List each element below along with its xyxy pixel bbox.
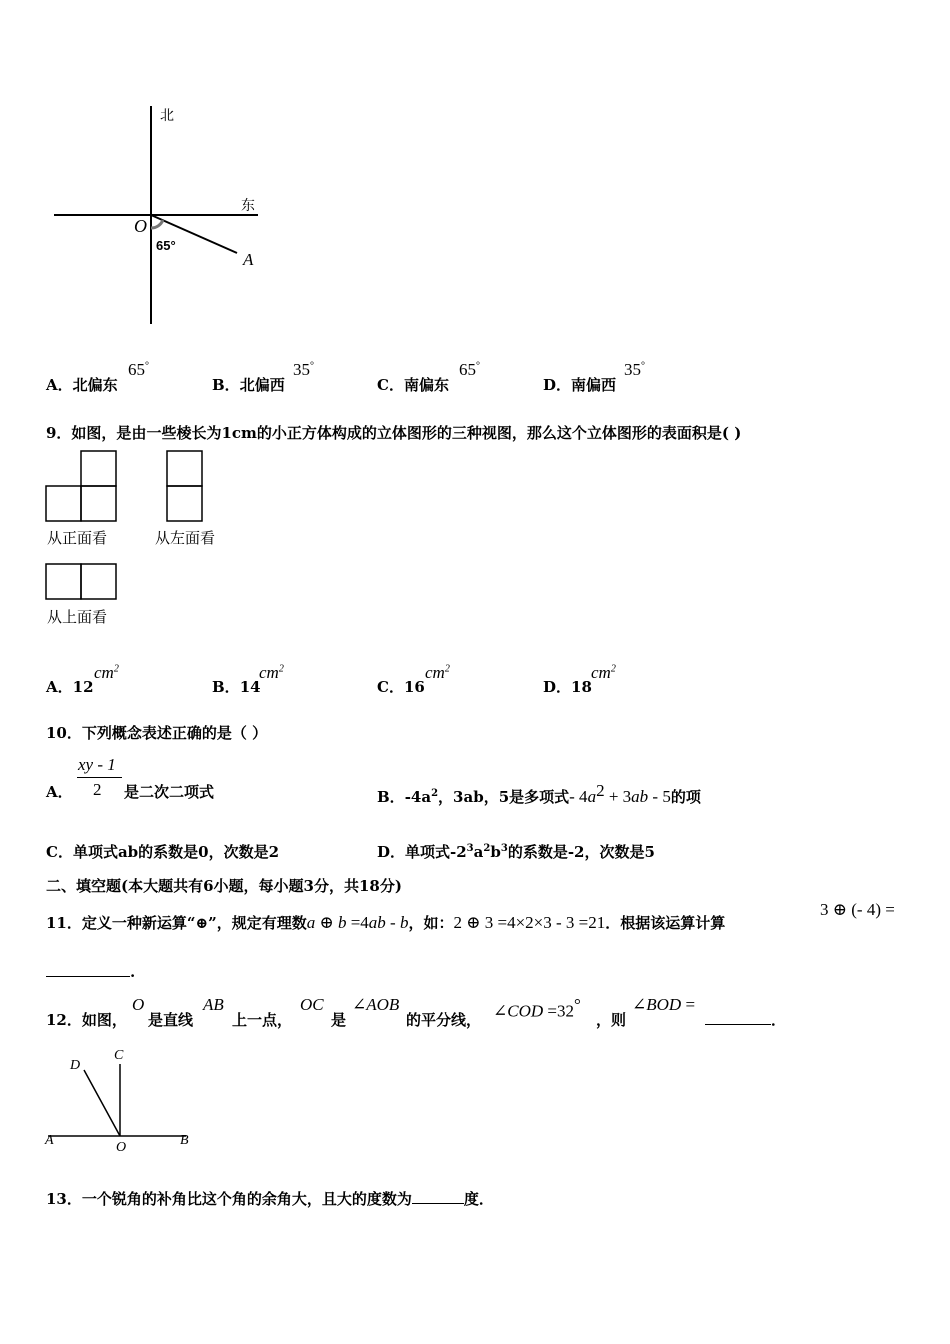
angle-label: 65° <box>156 238 176 253</box>
compass-figure <box>50 100 270 330</box>
q8-option-a-degree: 65° <box>128 360 149 379</box>
q11-task: 3 ⊕ (- 4) = <box>820 900 895 919</box>
origin-label: O <box>134 216 147 236</box>
q9-option-d[interactable]: D．18 <box>543 678 592 696</box>
q12-line-ab: AB <box>203 995 224 1014</box>
figure-label-c: C <box>114 1048 124 1063</box>
three-views-figure <box>44 448 209 603</box>
q8-option-b[interactable]: B．北偏西 <box>212 376 285 394</box>
q9-option-b-unit: $cm^2$ <box>259 663 284 682</box>
q9-option-a-unit: $cm^2$ <box>94 663 119 682</box>
q10-option-b[interactable]: B．$-4a^2$，3ab，5是多项式- $4a^2 + 3ab - 5$的项 <box>377 781 701 806</box>
point-a-label: A <box>243 250 254 269</box>
q9-option-c[interactable]: C．16 <box>377 678 425 696</box>
q12-text-5: ，则 <box>596 1011 627 1029</box>
q12-text-2: 上一点， <box>232 1011 293 1029</box>
q8-option-a[interactable]: A．北偏东 <box>46 376 118 394</box>
q12-text-1: 是直线 <box>148 1011 194 1029</box>
q9-option-d-unit: $cm^2$ <box>591 663 616 682</box>
q12-angle-aob: ∠AOB <box>352 995 400 1014</box>
q10-stem: 10．下列概念表述正确的是（ ） <box>46 724 268 742</box>
figure-label-b: B <box>180 1133 189 1148</box>
q11-answer-blank[interactable]: . <box>46 962 135 981</box>
q12-answer-blank[interactable]: ． <box>705 1009 786 1030</box>
q10-fraction-numerator: xy - 1 <box>78 755 116 774</box>
q12-text-4: 的平分线， <box>406 1011 482 1029</box>
q9-option-c-unit: $cm^2$ <box>425 663 450 682</box>
q10-option-d[interactable]: D．单项式$-2^3a^2b^3$的系数是-2，次数是5 <box>377 843 655 861</box>
figure-label-d: D <box>70 1058 81 1073</box>
q12-ray-oc: OC <box>300 995 324 1014</box>
left-view-label: 从左面看 <box>155 529 216 547</box>
q11-stem: 11．定义一种新运算“⊕”，规定有理数a ⊕ b =4ab - b，如：2 ⊕ 3 =4×2×3 - 3 =21．根据该运算计算 <box>46 913 726 932</box>
q10-option-a-text: 是二次二项式 <box>124 783 215 801</box>
q10-option-a-letter[interactable]: A． <box>46 783 73 801</box>
q13-answer-blank[interactable] <box>412 1189 464 1204</box>
q8-option-d[interactable]: D．南偏西 <box>543 376 617 394</box>
north-label: 北 <box>160 108 174 124</box>
east-label: 东 <box>241 198 255 214</box>
q9-option-b[interactable]: B．14 <box>212 678 261 696</box>
q8-option-c-degree: 65° <box>459 360 480 379</box>
q9-option-a[interactable]: A．12 <box>46 678 94 696</box>
figure-label-o: O <box>116 1140 127 1155</box>
q10-option-c[interactable]: C．单项式ab的系数是0，次数是2 <box>46 843 280 861</box>
q12-stem: 12．如图， <box>46 1011 127 1029</box>
q8-option-c[interactable]: C．南偏东 <box>377 376 449 394</box>
figure-label-a: A <box>45 1133 54 1148</box>
front-view-label: 从正面看 <box>47 529 108 547</box>
q12-text-3: 是 <box>331 1011 347 1029</box>
top-view-label: 从上面看 <box>47 608 108 626</box>
q12-angle-bod: ∠BOD = <box>632 995 696 1014</box>
section-heading: 二、填空题(本大题共有6小题，每小题3分，共18分) <box>46 877 402 895</box>
q12-point-o: O <box>132 995 145 1014</box>
q8-option-b-degree: 35° <box>293 360 314 379</box>
q12-angle-cod: ∠COD =32° <box>493 995 581 1021</box>
q8-option-d-degree: 35° <box>624 360 645 379</box>
q13-stem: 13．一个锐角的补角比这个角的余角大，且大的度数为 度． <box>46 1190 494 1208</box>
q9-stem: 9．如图，是由一些棱长为1cm的小正方体构成的立体图形的三种视图，那么这个立体图形的表面积是( ) <box>46 424 742 442</box>
fraction-bar <box>77 777 122 778</box>
q10-fraction-denominator: 2 <box>93 780 102 799</box>
